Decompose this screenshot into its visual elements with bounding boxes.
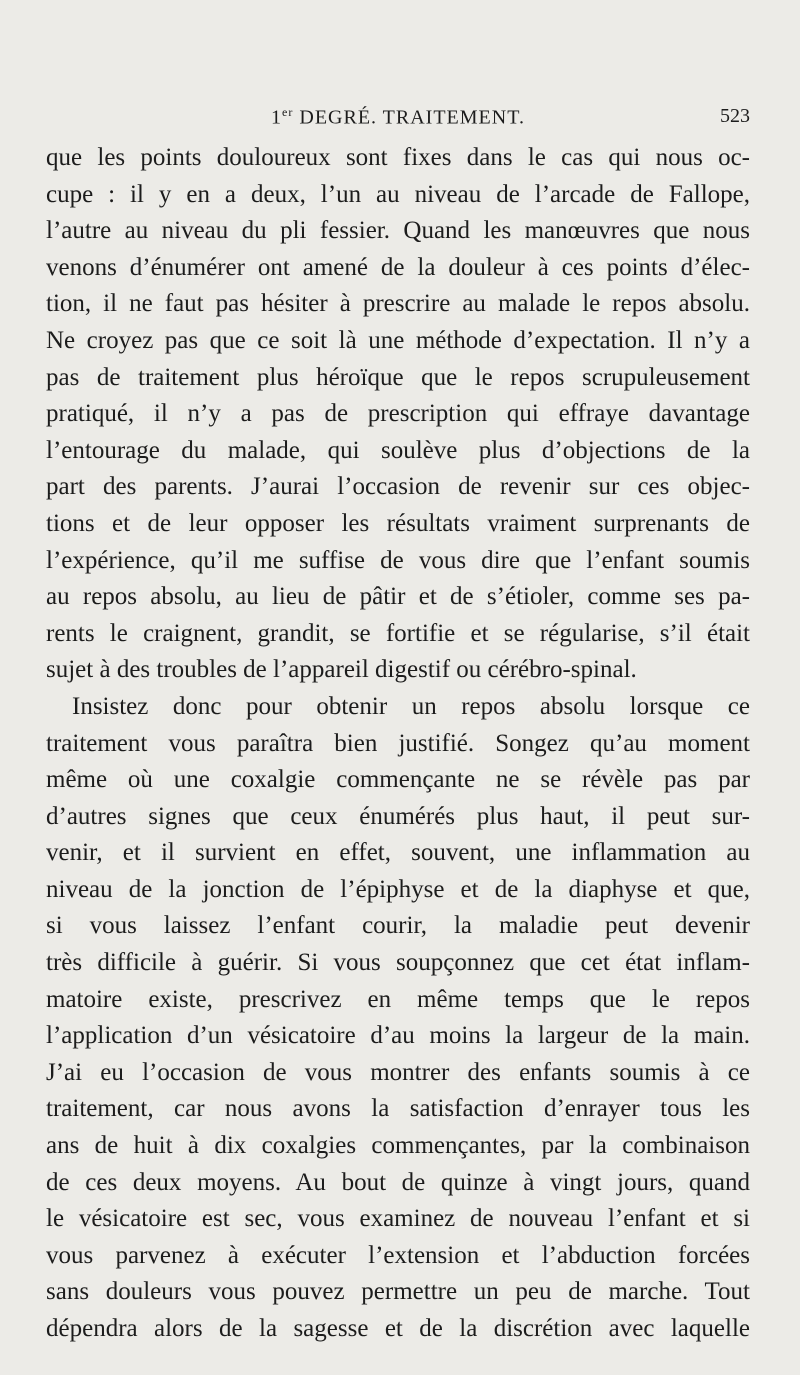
text-line: J’ai eu l’occasion de vous montrer des enfants soumis à ce: [46, 1058, 750, 1086]
degree-number: 1: [271, 106, 283, 129]
text-line: l’application d’un vésicatoire d’au moins la largeur de la main.: [46, 1022, 750, 1050]
text-line: dépendra alors de la sagesse et de la discrétion avec laquelle: [46, 1315, 750, 1342]
text-line: part des parents. J’aurai l’occasion de revenir sur ces objec-: [46, 473, 750, 501]
text-line: niveau de la jonction de l’épiphyse et de la diaphyse et que,: [46, 875, 750, 903]
text-line: d’autres signes que ceux énumérés plus haut, il peut sur-: [46, 802, 750, 830]
header-title-text: DEGRÉ. TRAITEMENT.: [293, 106, 525, 129]
text-line: Insistez donc pour obtenir un repos absolu lorsque ce: [72, 692, 750, 720]
text-line: l’autre au niveau du pli fessier. Quand les manœuvres que nous: [46, 217, 750, 245]
paragraph: [46, 689, 750, 1348]
body-text: [46, 140, 750, 1348]
text-line: venir, et il survient en effet, souvent, une inflammation au: [46, 839, 750, 867]
paragraph: [46, 140, 750, 689]
text-line: traitement, car nous avons la satisfaction d’enrayer tous les: [46, 1095, 750, 1123]
page-number: 523: [720, 105, 750, 127]
text-line: très difficile à guérir. Si vous soupçonnez que cet état inflam-: [46, 949, 750, 977]
text-line: l’entourage du malade, qui soulève plus d’objections de la: [46, 436, 750, 464]
text-line: sujet à des troubles de l’appareil digestif ou cérébro-spinal.: [46, 656, 637, 684]
text-line: rents le craignent, grandit, se fortifie et se régularise, s’il était: [46, 619, 750, 647]
text-line: même où une coxalgie commençante ne se révèle pas par: [46, 766, 750, 794]
text-line: de ces deux moyens. Au bout de quinze à vingt jours, quand: [46, 1168, 750, 1196]
text-line: cupe : il y en a deux, l’un au niveau de l’arcade de Fallope,: [46, 180, 750, 208]
text-line: pratiqué, il n’y a pas de prescription qui effraye davantage: [46, 400, 750, 428]
text-line: matoire existe, prescrivez en même temps que le repos: [46, 985, 750, 1013]
text-line: traitement vous paraîtra bien justifié. Songez qu’au moment: [46, 729, 750, 757]
degree-superscript: er: [282, 105, 294, 119]
text-line: que les points douloureux sont fixes dans le cas qui nous oc-: [46, 144, 750, 171]
text-line: le vésicatoire est sec, vous examinez de nouveau l’enfant et si: [46, 1205, 750, 1233]
text-line: l’expérience, qu’il me suffise de vous dire que l’enfant soumis: [46, 546, 750, 574]
text-line: pas de traitement plus héroïque que le repos scrupuleusement: [46, 363, 750, 391]
header-title: [46, 105, 750, 130]
text-line: sans douleurs vous pouvez permettre un peu de marche. Tout: [46, 1278, 750, 1306]
text-line: ans de huit à dix coxalgies commençantes, par la combinaison: [46, 1132, 750, 1160]
text-line: venons d’énumérer ont amené de la douleur à ces points d’élec-: [46, 253, 750, 281]
text-line: vous parvenez à exécuter l’extension et l’abduction forcées: [46, 1241, 750, 1269]
text-line: Ne croyez pas que ce soit là une méthode d’expectation. Il n’y a: [46, 326, 750, 354]
text-line: au repos absolu, au lieu de pâtir et de s’étioler, comme ses pa-: [46, 583, 750, 611]
text-line: tions et de leur opposer les résultats vraiment surprenants de: [46, 509, 750, 537]
running-header: [46, 101, 750, 133]
text-line: tion, il ne faut pas hésiter à prescrire au malade le repos absolu.: [46, 290, 750, 318]
text-line: si vous laissez l’enfant courir, la maladie peut devenir: [46, 912, 750, 940]
